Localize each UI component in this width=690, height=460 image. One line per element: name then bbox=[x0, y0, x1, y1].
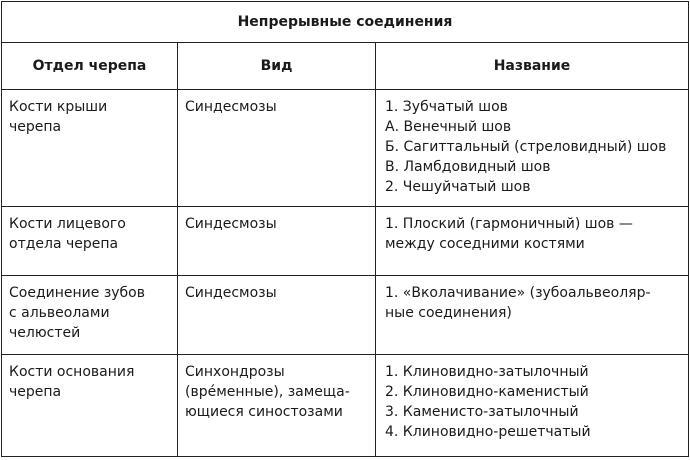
cell-type bbox=[178, 207, 376, 276]
text-line: 1. Зубчатый шов bbox=[385, 99, 508, 115]
text-line: черепа bbox=[9, 384, 62, 400]
joints-table-container bbox=[1, 1, 688, 458]
text-line: А. Венечный шов bbox=[385, 119, 512, 135]
text-line: между соседними костями bbox=[385, 236, 585, 252]
text-line: с альвеолами bbox=[9, 305, 110, 321]
table-caption: Непрерывные соединения bbox=[2, 2, 689, 43]
text-line: Синдесмозы bbox=[185, 216, 277, 232]
table-row bbox=[2, 276, 689, 355]
text-line: 2. Клиновидно-каменистый bbox=[385, 384, 589, 400]
cell-names bbox=[376, 207, 689, 276]
cell-section bbox=[2, 207, 178, 276]
text-line: Кости основания bbox=[9, 364, 135, 380]
text-line: отдела черепа bbox=[9, 236, 119, 252]
text-line: Кости лицевого bbox=[9, 216, 126, 232]
cell-names bbox=[376, 276, 689, 355]
table-row bbox=[2, 355, 689, 457]
cell-names bbox=[376, 90, 689, 207]
header-type: Вид bbox=[178, 43, 376, 90]
text-line: челюстей bbox=[9, 325, 81, 341]
text-line: Кости крыши bbox=[9, 99, 108, 115]
text-line: Б. Сагиттальный (стреловидный) шов bbox=[385, 139, 667, 155]
cell-section bbox=[2, 276, 178, 355]
cell-section bbox=[2, 90, 178, 207]
text-line: В. Ламбдовидный шов bbox=[385, 159, 551, 175]
cell-section bbox=[2, 355, 178, 457]
cell-type bbox=[178, 355, 376, 457]
table-row bbox=[2, 90, 689, 207]
text-line: 2. Чешуйчатый шов bbox=[385, 179, 531, 195]
text-line: Синдесмозы bbox=[185, 99, 277, 115]
text-line: 3. Каменисто-затылочный bbox=[385, 404, 579, 420]
text-line: ющиеся синостозами bbox=[185, 404, 343, 420]
continuous-joints-table bbox=[1, 1, 689, 457]
text-line: 1. Плоский (гармоничный) шов — bbox=[385, 216, 633, 232]
text-line: (вре́менные), замеща- bbox=[185, 384, 350, 400]
cell-type bbox=[178, 90, 376, 207]
text-line: Соединение зубов bbox=[9, 285, 145, 301]
text-line: 4. Клиновидно-решетчатый bbox=[385, 424, 591, 440]
text-line: черепа bbox=[9, 119, 62, 135]
text-line: 1. Клиновидно-затылочный bbox=[385, 364, 589, 380]
cell-type bbox=[178, 276, 376, 355]
text-line: Синхондрозы bbox=[185, 364, 285, 380]
text-line: Синдесмозы bbox=[185, 285, 277, 301]
text-line: 1. «Вколачивание» (зубоальвеоляр- bbox=[385, 285, 651, 301]
table-row bbox=[2, 207, 689, 276]
header-skull-section: Отдел черепа bbox=[2, 43, 178, 90]
text-line: ные соединения) bbox=[385, 305, 512, 321]
cell-names bbox=[376, 355, 689, 457]
header-name: Название bbox=[376, 43, 689, 90]
